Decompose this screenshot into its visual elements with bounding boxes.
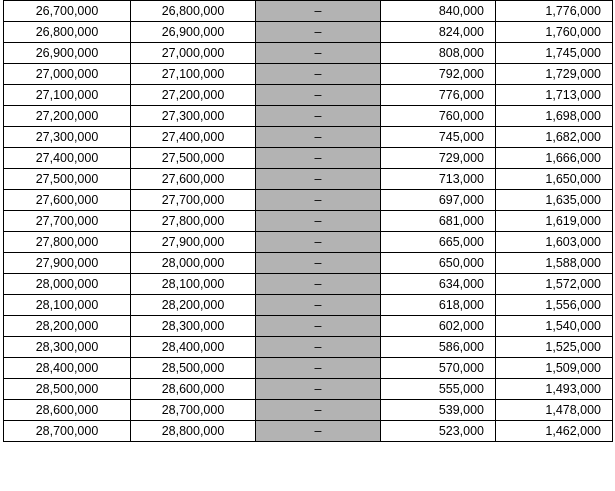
dash-cell: – (256, 379, 381, 400)
range-to-cell: 28,400,000 (131, 337, 256, 358)
range-to-cell: 27,600,000 (131, 169, 256, 190)
range-to-cell: 28,700,000 (131, 400, 256, 421)
amount-cell: 1,588,000 (496, 253, 613, 274)
range-to-cell: 28,200,000 (131, 295, 256, 316)
range-to-cell: 28,800,000 (131, 421, 256, 442)
amount-cell: 1,635,000 (496, 190, 613, 211)
amount-cell: 1,698,000 (496, 106, 613, 127)
range-to-cell: 28,600,000 (131, 379, 256, 400)
amount-cell: 1,619,000 (496, 211, 613, 232)
table-row (4, 253, 613, 274)
range-to-cell: 28,100,000 (131, 274, 256, 295)
table-row (4, 43, 613, 64)
dash-cell: – (256, 43, 381, 64)
range-to-cell: 28,300,000 (131, 316, 256, 337)
amount-cell: 1,556,000 (496, 295, 613, 316)
range-to-cell: 26,900,000 (131, 22, 256, 43)
range-from-cell: 26,800,000 (4, 22, 131, 43)
amount-cell: 523,000 (381, 421, 496, 442)
table-row (4, 295, 613, 316)
amount-cell: 713,000 (381, 169, 496, 190)
amount-cell: 586,000 (381, 337, 496, 358)
amount-cell: 1,525,000 (496, 337, 613, 358)
dash-cell: – (256, 421, 381, 442)
table-row (4, 337, 613, 358)
table-row (4, 358, 613, 379)
amount-cell: 1,650,000 (496, 169, 613, 190)
range-to-cell: 27,000,000 (131, 43, 256, 64)
dash-cell: – (256, 274, 381, 295)
range-from-cell: 28,400,000 (4, 358, 131, 379)
amount-cell: 808,000 (381, 43, 496, 64)
amount-cell: 760,000 (381, 106, 496, 127)
range-to-cell: 27,300,000 (131, 106, 256, 127)
amount-cell: 1,682,000 (496, 127, 613, 148)
range-from-cell: 28,600,000 (4, 400, 131, 421)
table-row (4, 85, 613, 106)
amount-cell: 1,540,000 (496, 316, 613, 337)
table-row (4, 148, 613, 169)
range-from-cell: 26,900,000 (4, 43, 131, 64)
table-row (4, 127, 613, 148)
range-from-cell: 27,100,000 (4, 85, 131, 106)
amount-cell: 840,000 (381, 1, 496, 22)
amount-cell: 1,760,000 (496, 22, 613, 43)
range-from-cell: 28,000,000 (4, 274, 131, 295)
amount-cell: 634,000 (381, 274, 496, 295)
dash-cell: – (256, 169, 381, 190)
table-body (4, 1, 613, 442)
dash-cell: – (256, 148, 381, 169)
dash-cell: – (256, 190, 381, 211)
dash-cell: – (256, 64, 381, 85)
range-to-cell: 27,900,000 (131, 232, 256, 253)
amount-cell: 1,462,000 (496, 421, 613, 442)
table-row (4, 64, 613, 85)
range-from-cell: 27,000,000 (4, 64, 131, 85)
range-from-cell: 27,300,000 (4, 127, 131, 148)
range-from-cell: 28,200,000 (4, 316, 131, 337)
table-row (4, 274, 613, 295)
amount-cell: 665,000 (381, 232, 496, 253)
range-from-cell: 26,700,000 (4, 1, 131, 22)
table-row (4, 22, 613, 43)
table-row (4, 1, 613, 22)
amount-cell: 824,000 (381, 22, 496, 43)
range-to-cell: 27,700,000 (131, 190, 256, 211)
amount-cell: 650,000 (381, 253, 496, 274)
amount-cell: 697,000 (381, 190, 496, 211)
range-to-cell: 27,100,000 (131, 64, 256, 85)
amount-cell: 745,000 (381, 127, 496, 148)
range-from-cell: 28,300,000 (4, 337, 131, 358)
data-table (3, 0, 613, 442)
dash-cell: – (256, 127, 381, 148)
range-from-cell: 28,700,000 (4, 421, 131, 442)
range-from-cell: 27,500,000 (4, 169, 131, 190)
table-row (4, 421, 613, 442)
range-from-cell: 27,900,000 (4, 253, 131, 274)
dash-cell: – (256, 1, 381, 22)
range-from-cell: 27,600,000 (4, 190, 131, 211)
amount-cell: 602,000 (381, 316, 496, 337)
dash-cell: – (256, 337, 381, 358)
dash-cell: – (256, 253, 381, 274)
range-from-cell: 27,200,000 (4, 106, 131, 127)
range-to-cell: 27,500,000 (131, 148, 256, 169)
dash-cell: – (256, 358, 381, 379)
table-row (4, 190, 613, 211)
amount-cell: 1,776,000 (496, 1, 613, 22)
range-to-cell: 27,800,000 (131, 211, 256, 232)
range-to-cell: 27,200,000 (131, 85, 256, 106)
amount-cell: 1,509,000 (496, 358, 613, 379)
table-row (4, 232, 613, 253)
table-row (4, 211, 613, 232)
amount-cell: 1,572,000 (496, 274, 613, 295)
amount-cell: 570,000 (381, 358, 496, 379)
amount-cell: 555,000 (381, 379, 496, 400)
range-from-cell: 27,400,000 (4, 148, 131, 169)
range-from-cell: 28,500,000 (4, 379, 131, 400)
amount-cell: 1,745,000 (496, 43, 613, 64)
range-to-cell: 28,000,000 (131, 253, 256, 274)
amount-cell: 618,000 (381, 295, 496, 316)
amount-cell: 729,000 (381, 148, 496, 169)
dash-cell: – (256, 22, 381, 43)
range-to-cell: 27,400,000 (131, 127, 256, 148)
amount-cell: 1,478,000 (496, 400, 613, 421)
range-to-cell: 26,800,000 (131, 1, 256, 22)
dash-cell: – (256, 232, 381, 253)
range-from-cell: 28,100,000 (4, 295, 131, 316)
amount-cell: 776,000 (381, 85, 496, 106)
range-from-cell: 27,700,000 (4, 211, 131, 232)
dash-cell: – (256, 316, 381, 337)
table-row (4, 316, 613, 337)
table-row (4, 400, 613, 421)
amount-cell: 681,000 (381, 211, 496, 232)
amount-cell: 1,713,000 (496, 85, 613, 106)
table-row (4, 379, 613, 400)
range-to-cell: 28,500,000 (131, 358, 256, 379)
dash-cell: – (256, 400, 381, 421)
dash-cell: – (256, 211, 381, 232)
dash-cell: – (256, 85, 381, 106)
amount-cell: 1,729,000 (496, 64, 613, 85)
dash-cell: – (256, 295, 381, 316)
amount-cell: 1,493,000 (496, 379, 613, 400)
amount-cell: 792,000 (381, 64, 496, 85)
range-from-cell: 27,800,000 (4, 232, 131, 253)
amount-cell: 539,000 (381, 400, 496, 421)
amount-cell: 1,666,000 (496, 148, 613, 169)
table-row (4, 169, 613, 190)
dash-cell: – (256, 106, 381, 127)
amount-cell: 1,603,000 (496, 232, 613, 253)
table-row (4, 106, 613, 127)
